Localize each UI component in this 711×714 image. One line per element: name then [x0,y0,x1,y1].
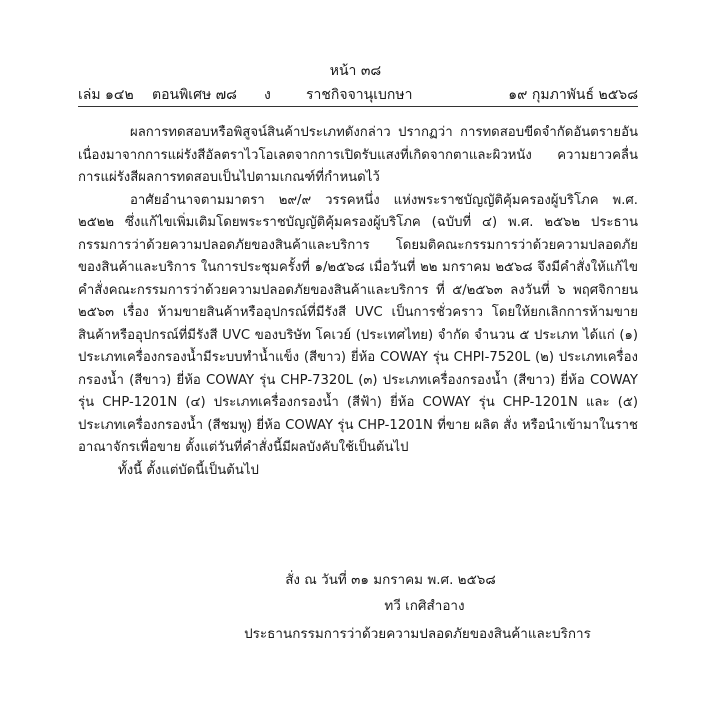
document-body [78,122,638,482]
signature-date: สั่ง ณ วันที่ ๓๑ มกราคม พ.ศ. ๒๕๖๘ [285,572,496,588]
page-number: หน้า ๓๘ [329,63,382,79]
paragraph-test-results: ผลการทดสอบหรือพิสูจน์สินค้าประเภทดังกล่าว ปรากฏว่า การทดสอบขีดจำกัดอันตรายอันเนื่องมาจากการแผ่รังสีอัลตราไวโอเลตจากการเปิดรับแสงที่เกิดจากตาและผิวหนัง ความยาวคลื่นการแผ่รังสีผลการทดสอบเป็นไปตามเกณฑ์ที่กำหนดไว้ [78,125,638,185]
volume-label: เล่ม ๑๔๒ [78,87,134,103]
issue-label: ตอนพิเศษ ๗๘ [152,87,237,103]
signatory-title: ประธานกรรมการว่าด้วยความปลอดภัยของสินค้าและบริการ [244,626,591,642]
gazette-title: ราชกิจจานุเบกษา [306,87,413,103]
header-divider [78,106,638,107]
signatory-name: ทวี เกศิสำอาง [384,598,465,614]
publication-date: ๑๙ กุมภาพันธ์ ๒๕๖๘ [508,87,638,103]
section-label: ง [264,87,271,103]
gazette-header [78,84,638,102]
paragraph-order: อาศัยอำนาจตามมาตรา ๒๙/๙ วรรคหนึ่ง แห่งพระราชบัญญัติคุ้มครองผู้บริโภค พ.ศ. ๒๕๒๒ ซึ่งแก้ไขเพิ่มเติมโดยพระราชบัญญัติคุ้มครองผู้บริโภค (ฉบับที่ ๔) พ.ศ. ๒๕๖๒ ประธานกรรมการว่าด้วยความปลอดภัยของสินค้าและบริการ โดยมติคณะกรรมการว่าด้วยความปลอดภัยของสินค้าและบริการ ในการประชุมครั้งที่ ๑/๒๕๖๘ เมื่อวันที่ ๒๒ มกราคม ๒๕๖๘ จึงมีคำสั่งให้แก้ไขคำสั่งคณะกรรมการว่าด้วยความปลอดภัยของสินค้าและบริการ ที่ ๕/๒๕๖๓ ลงวันที่ ๖ พฤศจิกายน ๒๕๖๓ เรื่อง ห้ามขายสินค้าหรืออุปกรณ์ที่มีรังสี UVC เป็นการชั่วคราว โดยให้ยกเลิกการห้ามขายสินค้าหรืออุปกรณ์ที่มีรังสี UVC ของบริษัท โคเวย์ (ประเทศไทย) จำกัด จำนวน ๕ ประเภท ได้แก่ (๑) ประเภทเครื่องกรองน้ำมีระบบทำน้ำแข็ง (สีขาว) ยี่ห้อ COWAY รุ่น CHPI-7520L (๒) ประเภทเครื่องกรองน้ำ (สีขาว) ยี่ห้อ COWAY รุ่น CHP-7320L (๓) ประเภทเครื่องกรองน้ำ (สีขาว) ยี่ห้อ COWAY รุ่น CHP-1201N (๔) ประเภทเครื่องกรองน้ำ (สีฟ้า) ยี่ห้อ COWAY รุ่น CHP-1201N และ (๕) ประเภทเครื่องกรองน้ำ (สีชมพู) ยี่ห้อ COWAY รุ่น CHP-1201N ที่ขาย ผลิต สั่ง หรือนำเข้ามาในราชอาณาจักรเพื่อขาย ตั้งแต่วันที่คำสั่งนี้มีผลบังคับใช้เป็นต้นไป [78,192,638,455]
paragraph-closing: ทั้งนี้ ตั้งแต่บัดนี้เป็นต้นไป [118,462,259,478]
